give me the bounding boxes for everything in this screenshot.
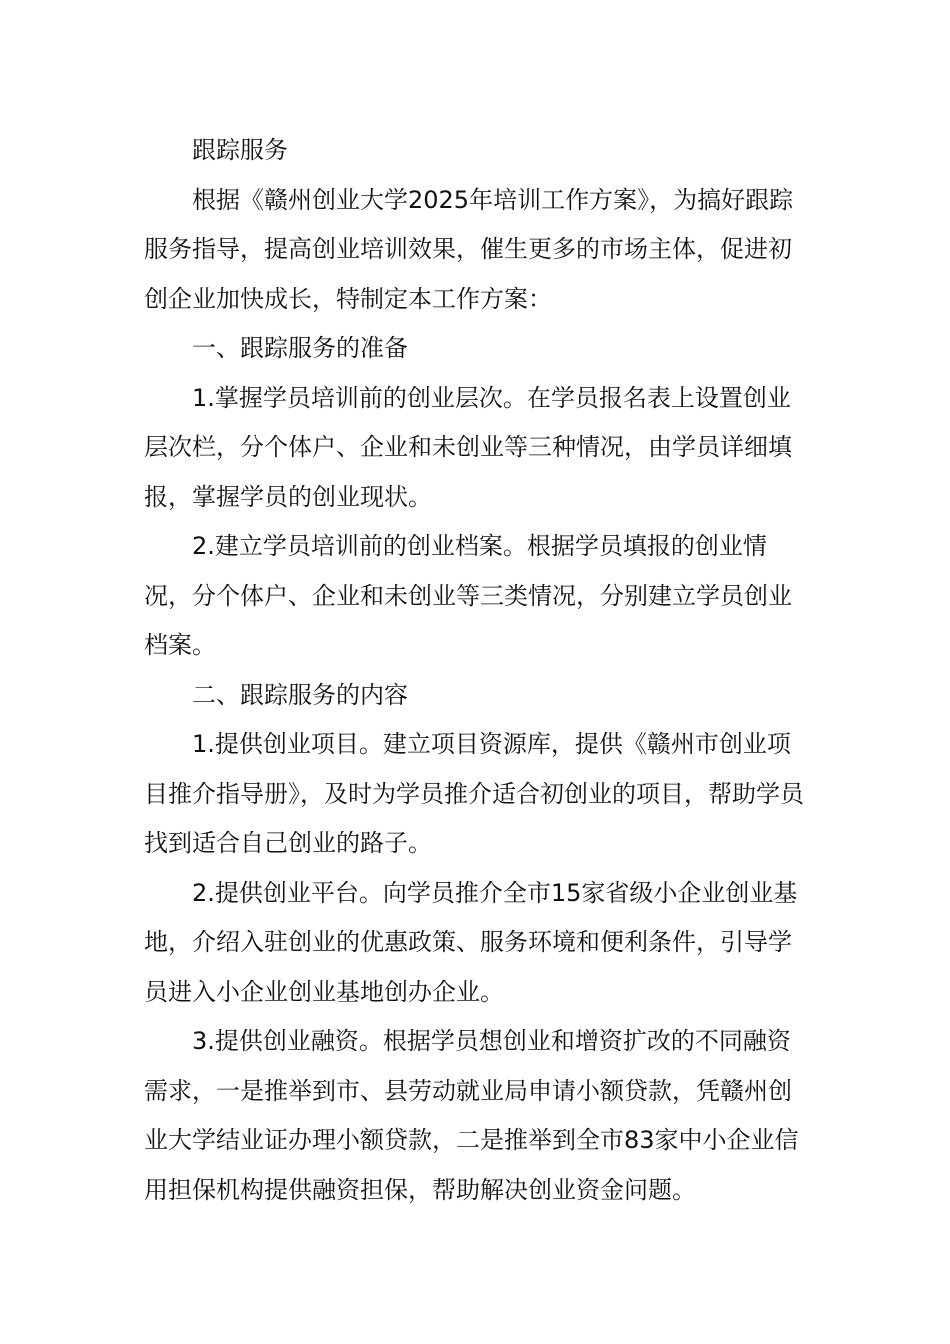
- paragraph-content-1: 1.提供创业项目。建立项目资源库，提供《赣州市创业项目推介指导册》，及时为学员推介适合初创业的项目，帮助学员找到适合自己创业的路子。: [144, 730, 804, 857]
- paragraph-prep-2: 2.建立学员培训前的创业档案。根据学员填报的创业情况，分个体户、企业和未创业等三类情况，分别建立学员创业档案。: [144, 532, 792, 659]
- paragraph-prep-1: 1.掌握学员培训前的创业层次。在学员报名表上设置创业层次栏，分个体户、企业和未创业等三种情况，由学员详细填报，掌握学员的创业现状。: [144, 383, 792, 511]
- section-title: 跟踪服务: [192, 136, 288, 164]
- heading-preparation: 一、跟踪服务的准备: [192, 334, 408, 362]
- document-body: [144, 126, 806, 1215]
- heading-content: 二、跟踪服务的内容: [192, 680, 408, 709]
- paragraph-content-2: 2.提供创业平台。向学员推介全市15家省级小企业创业基地，介绍入驻创业的优惠政策、服务环境和便利条件，引导学员进入小企业创业基地创办企业。: [144, 878, 798, 1006]
- intro-paragraph: 根据《赣州创业大学2025年培训工作方案》，为搞好跟踪服务指导，提高创业培训效果，催生更多的市场主体，促进初创企业加快成长，特制定本工作方案：: [144, 185, 794, 313]
- paragraph-content-3: 3.提供创业融资。根据学员想创业和增资扩改的不同融资需求，一是推举到市、县劳动就业局申请小额贷款，凭赣州创业大学结业证办理小额贷款，二是推举到全市83家中小企业信用担保机构提供融资担保，帮助解决创业资金问题。: [144, 1027, 799, 1204]
